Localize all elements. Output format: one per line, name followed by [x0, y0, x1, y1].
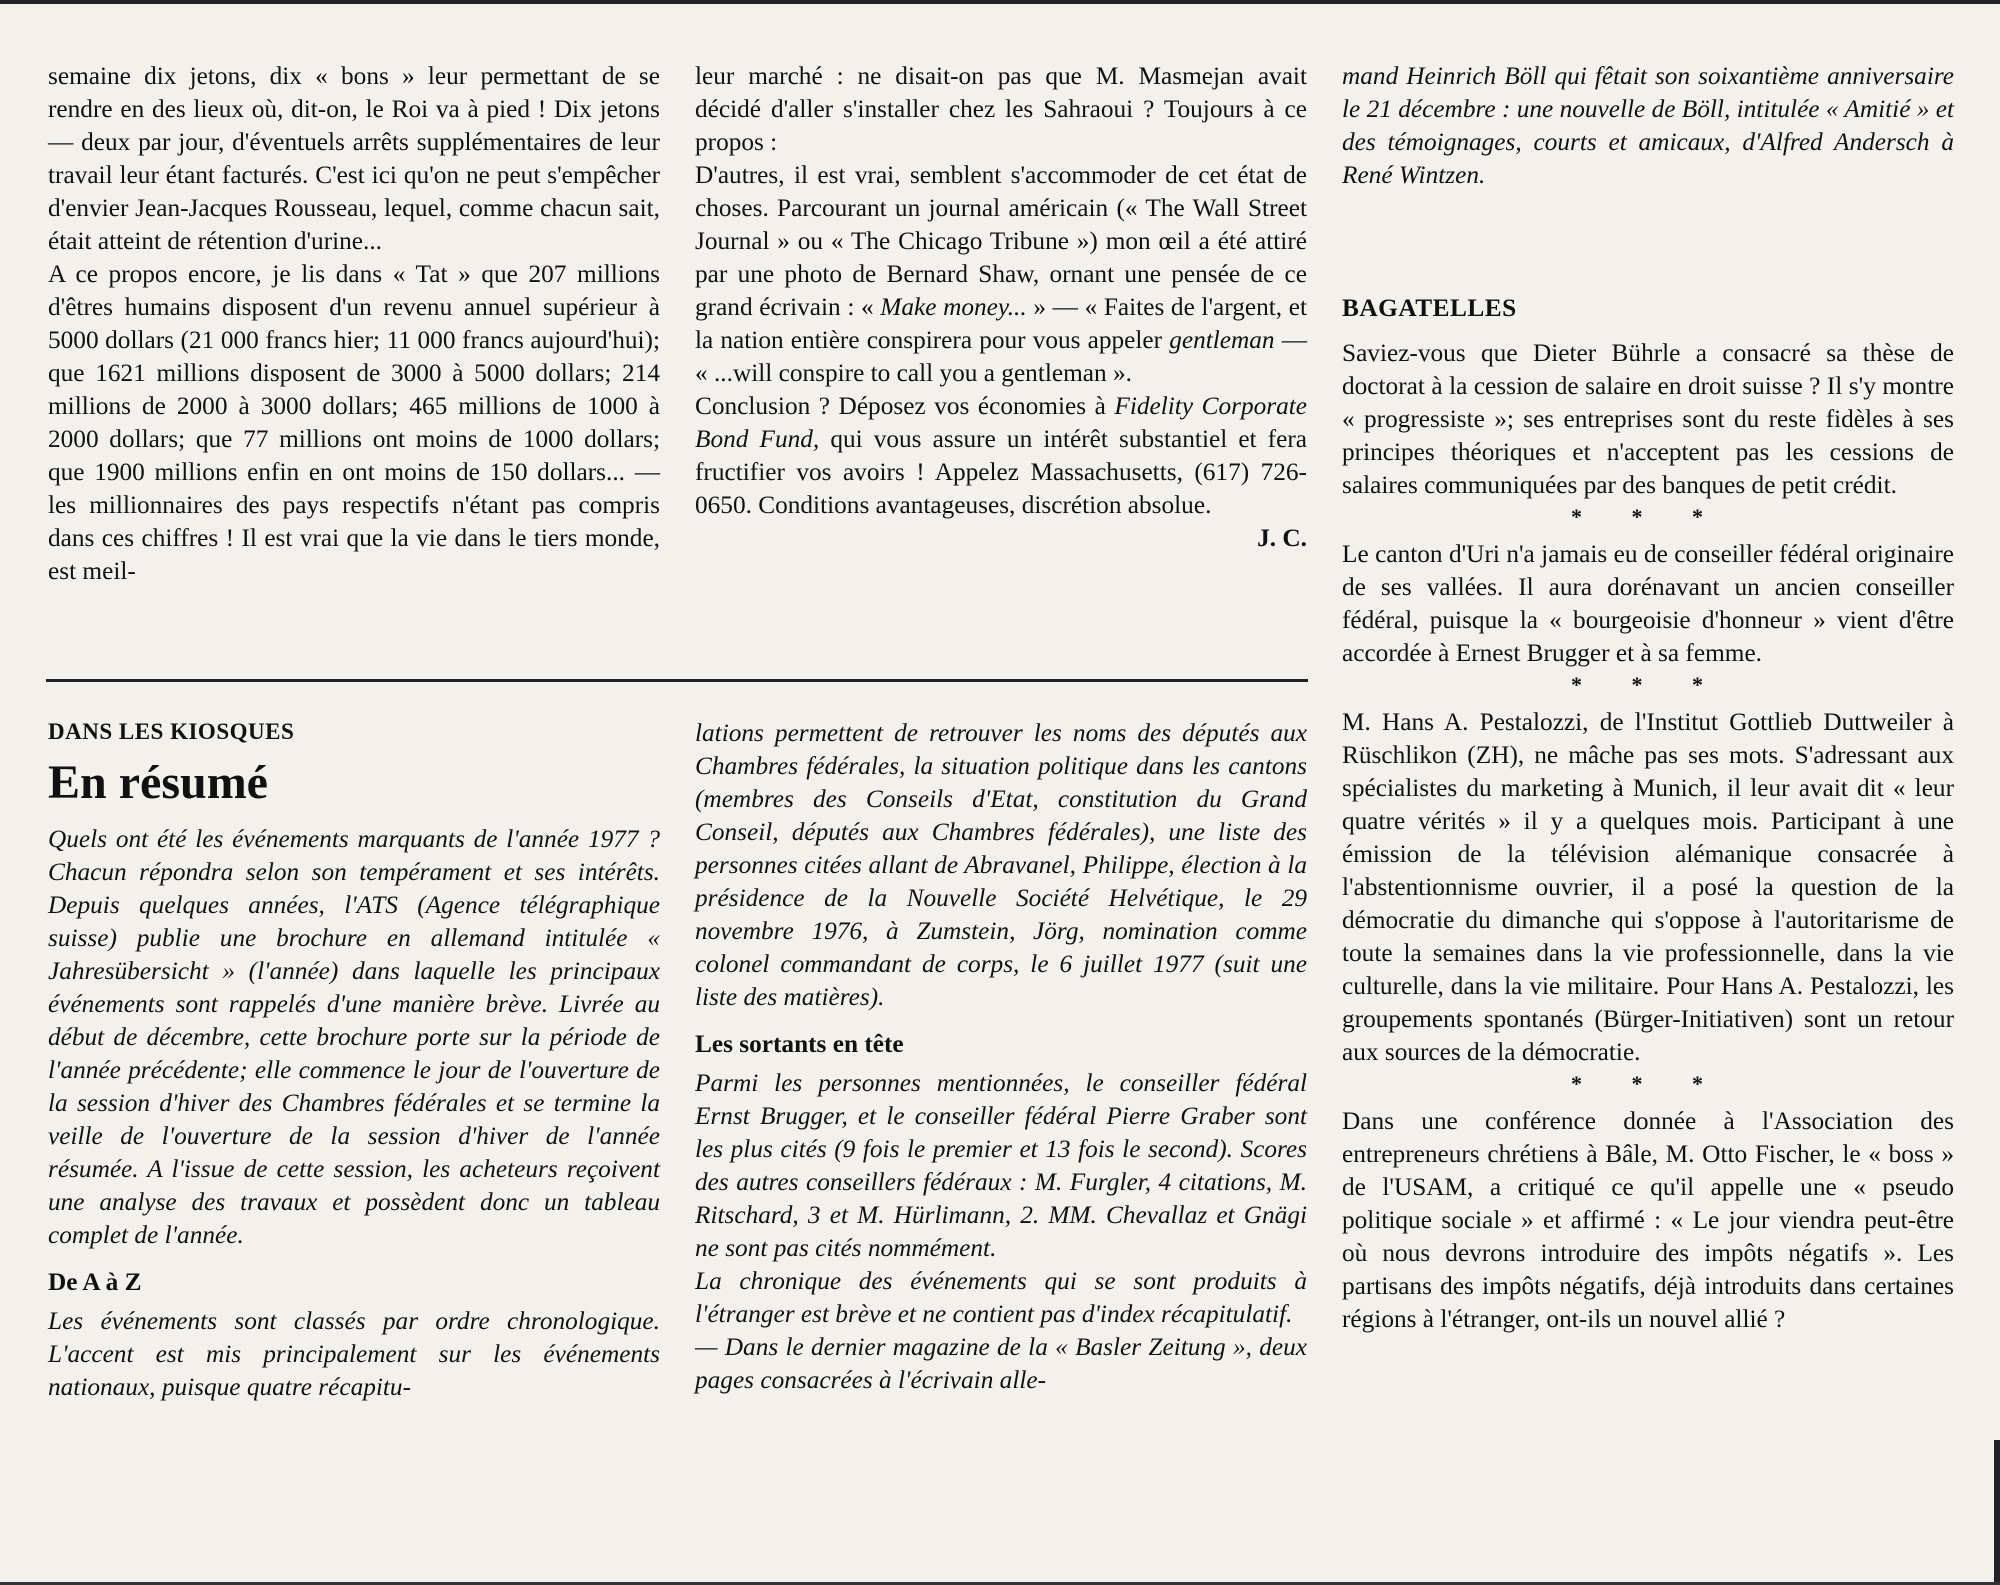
- column-1-top-text: [48, 60, 660, 588]
- paragraph: Les événements sont classés par ordre chronologique. L'accent est mis principalement sur les événements nationaux, puisque quatre récapitu-: [48, 1307, 660, 1401]
- text-run-italic: Make money...: [880, 293, 1027, 321]
- text-run-italic: Fidelity Corporate Bond Fund,: [695, 392, 1307, 453]
- article-intro: Quels ont été les événements marquants de l'année 1977 ? Chacun répondra selon son tempérament et ses intérêts. Depuis quelques années, l'ATS (Agence télégraphique suisse) publie une brochure en allemand intitulée « Jahresübersicht » (l'année) dans laquelle les principaux événements sont rappelés d'une manière brève. Livrée au début de décembre, cette brochure porte sur la période de l'année précédente; elle commence le jour de l'ouverture de la session d'hiver des Chambres fédérales et se termine la veille de l'ouverture de la session d'hiver de l'année résumée. A l'issue de cette session, les acheteurs reçoivent une analyse des travaux et possèdent donc un tableau complet de l'année.: [48, 825, 660, 1249]
- column-3-top-text: [1342, 60, 1954, 192]
- bagatelle-item: Dans une conférence donnée à l'Association des entrepreneurs chrétiens à Bâle, M. Otto Fischer, le « boss » de l'USAM, a critiqué ce qu'il appelle une « pseudo politique sociale » et affirmé : « Le jour viendra peut-être où nous devrons introduire des impôts négatifs ». Les partisans des impôts négatifs, déjà introduits dans certaines régions à l'étranger, ont-ils un nouvel allié ?: [1342, 1107, 1954, 1333]
- paragraph: A ce propos encore, je lis dans « Tat » que 207 millions d'êtres humains disposent d'un revenu annuel supérieur à 5000 dollars (21 000 francs hier; 11 000 francs aujourd'hui); que 1621 millions disposent de 3000 à 5000 dollars; 214 millions de 2000 à 3000 dollars; 465 millions de 1000 à 2000 dollars; que 77 millions ont moins de 1000 dollars; que 1900 millions enfin en ont moins de 150 dollars... — les millionnaires des pays respectifs n'étant pas compris dans ces chiffres ! Il est vrai que la vie dans le tiers monde, est meil-: [48, 260, 660, 585]
- article-kicker: DANS LES KIOSQUES: [48, 719, 295, 744]
- article-headline: En résumé: [48, 756, 268, 809]
- bagatelles-column: [1342, 292, 1954, 1336]
- asterism-separator: * * *: [1571, 504, 1725, 529]
- page-edge-shadow: [1994, 1440, 2000, 1585]
- bagatelle-item: Saviez-vous que Dieter Bührle a consacré sa thèse de doctorat à la cession de salaire en droit suisse ? Il s'y montre « progressiste »; ses entreprises sont du reste fidèles à ses principes théoriques et n'acceptent pas les cessions de salaires communiquées par des banques de petit crédit.: [1342, 339, 1954, 499]
- text-run: — « ...will conspire to call you a gentleman ».: [695, 326, 1307, 387]
- paragraph: La chronique des événements qui se sont produits à l'étranger est brève et ne contient pas d'index récapitulatif.: [695, 1267, 1307, 1328]
- text-run-italic: gentleman: [1169, 326, 1275, 354]
- top-border-rule: [0, 0, 2000, 4]
- text-run: Conclusion ? Déposez vos économies à: [695, 392, 1115, 420]
- paragraph: [695, 390, 1307, 522]
- subheading-les-sortants: Les sortants en tête: [695, 1030, 904, 1058]
- paragraph: — Dans le dernier magazine de la « Basler Zeitung », deux pages consacrées à l'écrivain alle-: [695, 1333, 1307, 1394]
- article-column-2: [695, 717, 1307, 1397]
- bagatelles-title: BAGATELLES: [1342, 294, 1517, 322]
- paragraph: [695, 159, 1307, 390]
- bagatelle-item: Le canton d'Uri n'a jamais eu de conseiller fédéral originaire de ses vallées. Il aura dorénavant un ancien conseiller fédéral, puisque la « bourgeoisie d'honneur » vient d'être accordée à Ernest Brugger et à sa femme.: [1342, 540, 1954, 667]
- asterism-separator: * * *: [1571, 672, 1725, 697]
- subheading-de-a-a-z: De A à Z: [48, 1268, 142, 1296]
- text-run: qui vous assure un intérêt substantiel et fera fructifier vos avoirs ! Appelez Massachusetts, (617) 726-0650. Conditions avantageuses, discrétion absolue.: [695, 425, 1307, 519]
- paragraph: lations permettent de retrouver les noms des députés aux Chambres fédérales, la situation politique dans les cantons (membres des Conseils d'Etat, constitution du Grand Conseil, députés aux Chambres fédérales), une liste des personnes citées allant de Abravanel, Philippe, élection à la présidence de la Nouvelle Société Helvétique, le 29 novembre 1976, à Zumstein, Jörg, nomination comme colonel commandant de corps, le 6 juillet 1977 (suit une liste des matières).: [695, 719, 1307, 1011]
- paragraph: mand Heinrich Böll qui fêtait son soixantième anniversaire le 21 décembre : une nouvelle de Böll, intitulée « Amitié » et des témoignages, courts et amicaux, d'Alfred Andersch à René Wintzen.: [1342, 62, 1954, 189]
- paragraph: Parmi les personnes mentionnées, le conseiller fédéral Ernst Brugger, et le conseiller fédéral Pierre Graber sont les plus cités (9 fois le premier et 13 fois le second). Scores des autres conseillers fédéraux : M. Furgler, 4 citations, M. Ritschard, 3 et M. Hürlimann, 2. MM. Chevallaz et Gnägi ne sont pas cités nommément.: [695, 1069, 1307, 1262]
- author-signature: J. C.: [1257, 524, 1307, 552]
- paragraph: leur marché : ne disait-on pas que M. Masmejan avait décidé d'aller s'installer chez les Sahraoui ? Toujours à ce propos :: [695, 62, 1307, 156]
- article-column-1: [48, 717, 660, 1404]
- asterism-separator: * * *: [1571, 1071, 1725, 1096]
- column-2-top-text: [695, 60, 1307, 555]
- section-divider: [46, 679, 1308, 682]
- text-run: D'autres, il est vrai, semblent s'accommoder de cet état de choses. Parcourant un journal américain (« The Wall Street Journal » ou « The Chicago Tribune ») mon œil a été attiré par une photo de Bernard Shaw, ornant une pensée de ce grand écrivain : «: [695, 161, 1307, 321]
- bagatelle-item: M. Hans A. Pestalozzi, de l'Institut Gottlieb Duttweiler à Rüschlikon (ZH), ne mâche pas ses mots. S'adressant aux spécialistes du marketing à Munich, il leur avait dit « leur quatre vérités » il y a quelques mois. Participant à une émission de la télévision alémanique consacrée à l'abstentionnisme ouvrier, il a posé la question de la démocratie du dimanche qui s'oppose à l'autoritarisme de toute la semaines dans la vie professionnelle, dans la vie culturelle, dans la vie militaire. Pour Hans A. Pestalozzi, les groupements spontanés (Bürger-Initiativen) sont un retour aux sources de la démocratie.: [1342, 708, 1954, 1066]
- text-run: » — « Faites de l'argent, et la nation entière conspirera pour vous appeler: [695, 293, 1307, 354]
- paragraph: semaine dix jetons, dix « bons » leur permettant de se rendre en des lieux où, dit-on, le Roi va à pied ! Dix jetons — deux par jour, d'éventuels arrêts supplémentaires de leur travail leur étant facturés. C'est ici qu'on ne peut s'empêcher d'envier Jean-Jacques Rousseau, lequel, comme chacun sait, était atteint de rétention d'urine...: [48, 62, 660, 255]
